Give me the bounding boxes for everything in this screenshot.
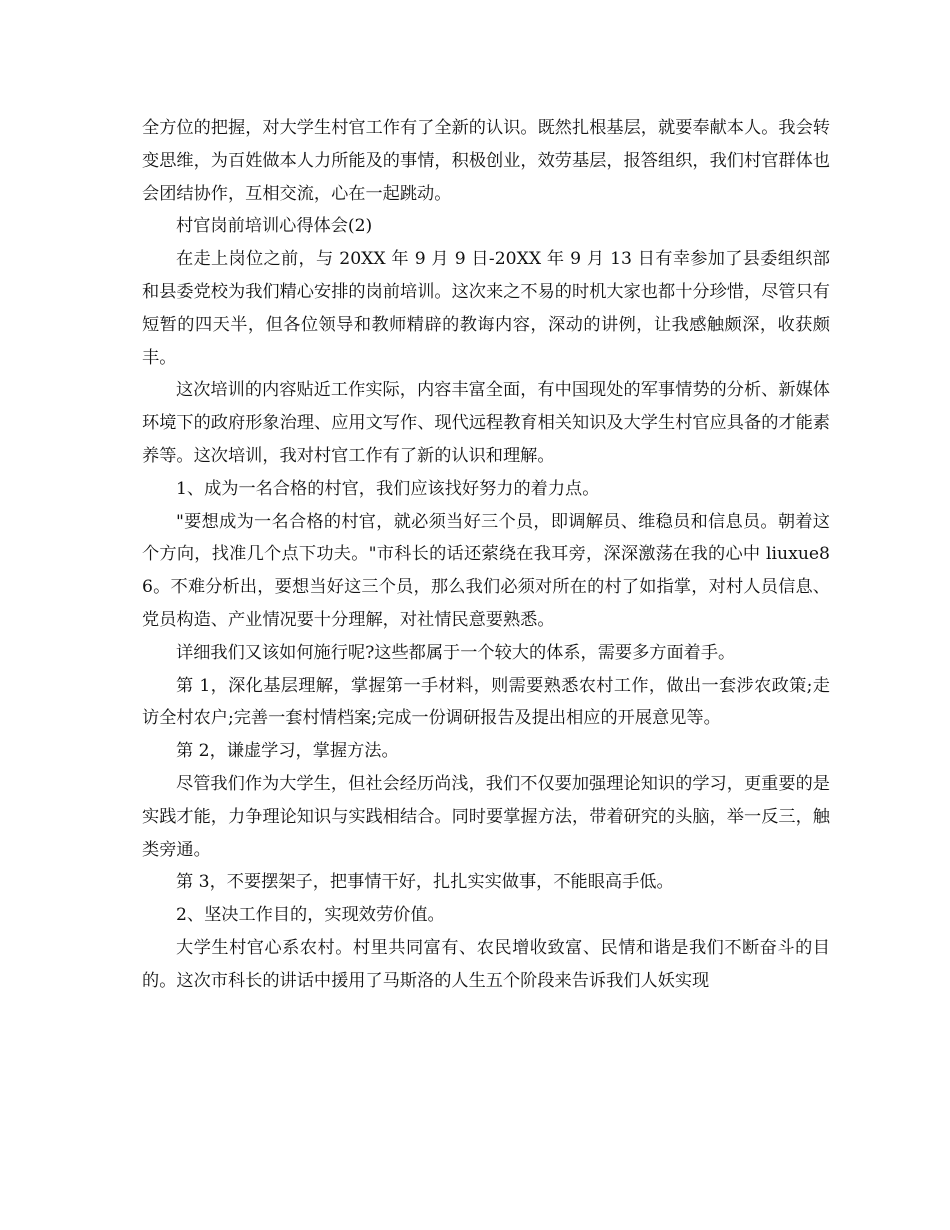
- paragraph-7: 大学生村官心系农村。村里共同富有、农民增收致富、民情和谐是我们不断奋斗的目的。这次市科长的讲话中援用了马斯洛的人生五个阶段来告诉我们人妖实现: [142, 937, 830, 991]
- point-1-heading: 1、成为一名合格的村官，我们应该找好努力的着力点。: [176, 478, 600, 499]
- item-1: 第 1，深化基层理解，掌握第一手材料，则需要熟悉农村工作，做出一套涉农政策;走访全村农户;完善一套村情档案;完成一份调研报告及提出相应的开展意见等。: [142, 675, 830, 729]
- paragraph-4: "要想成为一名合格的村官，就必须当好三个员，即调解员、维稳员和信息员。朝着这个方向，找准几个点下功夫。"市科长的话还萦绕在我耳旁，深深激荡在我的心中 liuxue86。不难分析出，要想当好这三个员，那么我们必须对所在的村了如指掌，对村人员信息、党员构造、产业情况要十分理解，对社情民意要熟悉。: [142, 511, 830, 630]
- item-2: 第 2，谦虚学习，掌握方法。: [176, 741, 399, 762]
- document-page: [142, 112, 830, 998]
- item-3: 第 3，不要摆架子，把事情干好，扎扎实实做事，不能眼高手低。: [176, 872, 674, 893]
- paragraph-5: 详细我们又该如何施行呢?这些都属于一个较大的体系，需要多方面着手。: [176, 642, 736, 663]
- paragraph-1: 全方位的把握，对大学生村官工作有了全新的认识。既然扎根基层，就要奉献本人。我会转变思维，为百姓做本人力所能及的事情，积极创业，效劳基层，报答组织，我们村官群体也会团结协作，互相交流，心在一起跳动。: [142, 118, 830, 204]
- paragraph-2: 在走上岗位之前，与 20XX 年 9 月 9 日-20XX 年 9 月 13 日有幸参加了县委组织部和县委党校为我们精心安排的岗前培训。这次来之不易的时机大家也都十分珍惜，尽管只有短暂的四天半，但各位领导和教师精辟的教诲内容，深动的讲例，让我感触颇深，收获颇丰。: [142, 249, 830, 368]
- section-heading: 村官岗前培训心得体会(2): [176, 216, 373, 237]
- paragraph-3: 这次培训的内容贴近工作实际，内容丰富全面，有中国现处的军事情势的分析、新媒体环境下的政府形象治理、应用文写作、现代远程教育相关知识及大学生村官应具备的才能素养等。这次培训，我对村官工作有了新的认识和理解。: [142, 380, 830, 466]
- point-2-heading: 2、坚决工作目的，实现效劳价值。: [176, 905, 445, 926]
- paragraph-6: 尽管我们作为大学生，但社会经历尚浅，我们不仅要加强理论知识的学习，更重要的是实践才能，力争理论知识与实践相结合。同时要掌握方法，带着研究的头脑，举一反三，触类旁通。: [142, 773, 830, 860]
